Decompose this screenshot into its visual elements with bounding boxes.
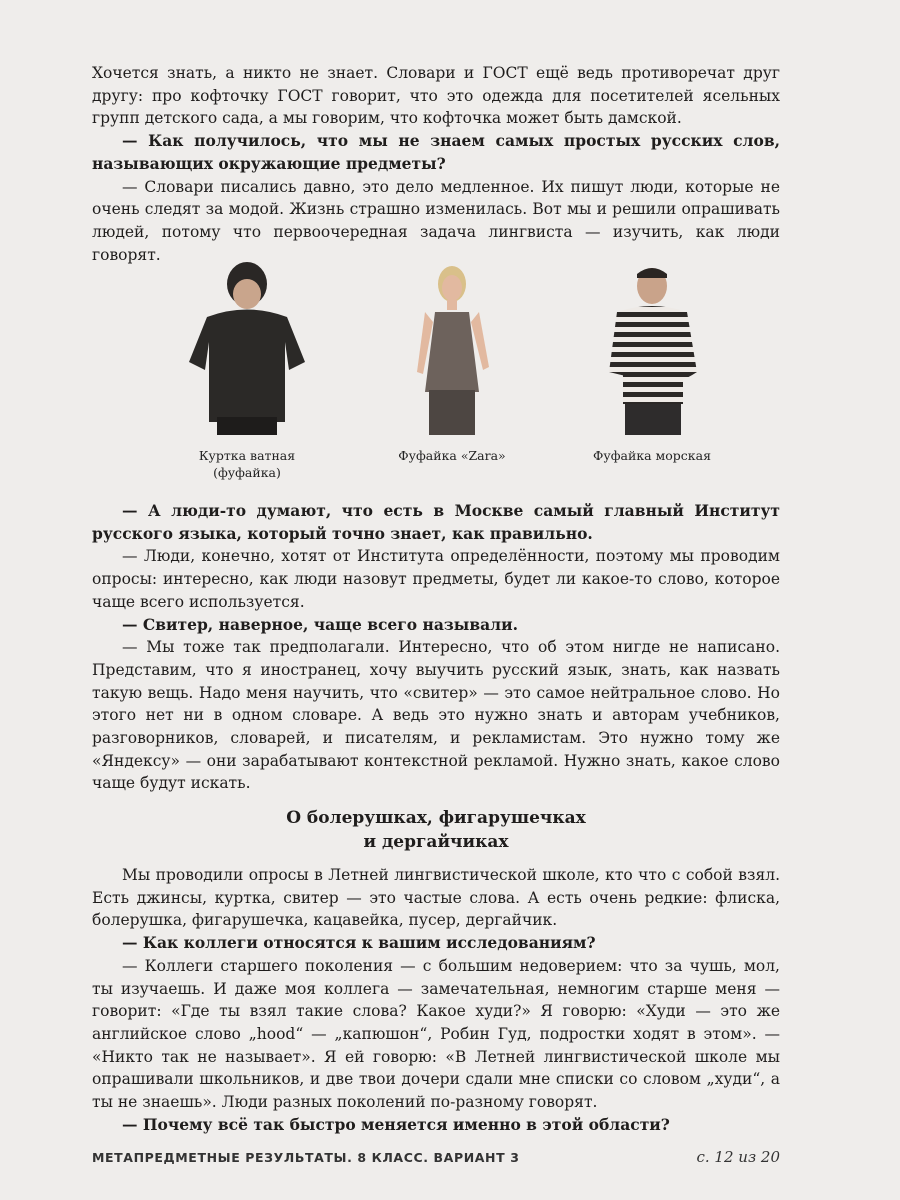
caption-line: (фуфайка) xyxy=(213,465,281,480)
dialog-section-1 xyxy=(92,500,780,795)
figure-zara-top xyxy=(382,262,522,464)
caption-line: Куртка ватная xyxy=(198,448,296,463)
clothing-photos xyxy=(92,262,780,492)
page-footer xyxy=(92,1150,780,1165)
interviewer-question: — Почему всё так быстро меняется именно в этой области? xyxy=(122,1114,670,1134)
heading-line: О болерушках, фигарушечках xyxy=(286,808,586,828)
interviewer-question: — Как получилось, что мы не знаем самых простых русских слов, называющих окружающие предметы? xyxy=(92,131,780,173)
zara-top-photo xyxy=(407,262,497,437)
page-number: с. 12 из 20 xyxy=(696,1148,780,1166)
figure-striped-shirt xyxy=(572,262,732,464)
striped-shirt-photo xyxy=(597,262,707,437)
answer-paragraph: — Мы тоже так предполагали. Интересно, что об этом нигде не написано. Представим, что я иностранец, хочу выучить русский язык, знать, как назвать такую вещь. Надо меня научить, что «свитер» — это самое нейтральное слово. Но этого нет ни в одном словаре. А ведь это нужно знать и авторам учебников, разговорников, словарей, и писателям, и рекламистам. Это нужно тому же «Яндексу» — они зарабатывают контекстной рекламой. Нужно знать, какое слово чаще будут искать. xyxy=(92,638,780,793)
interviewer-question: — А люди-то думают, что есть в Москве самый главный Институт русского языка, который точно знает, как правильно. xyxy=(92,501,780,543)
intro-text xyxy=(92,62,780,266)
padded-jacket-photo xyxy=(177,262,317,437)
paragraph: Хочется знать, а никто не знает. Словари и ГОСТ ещё ведь противоречат друг другу: про кофточку ГОСТ говорит, что это одежда для посетителей ясельных групп детского сада, а мы говорим, что кофточка может быть дамской. xyxy=(92,64,780,128)
section-heading xyxy=(92,806,780,854)
interviewer-question: — Свитер, наверное, чаще всего называли. xyxy=(122,614,518,634)
caption-line: Фуфайка морская xyxy=(593,448,711,463)
dialog-section-2 xyxy=(92,864,780,1136)
caption-line: Фуфайка «Zara» xyxy=(398,448,506,463)
answer-paragraph: — Люди, конечно, хотят от Института определённости, поэтому мы проводим опросы: интересно, как люди назовут предметы, будет ли какое-то слово, которое чаще всего используется. xyxy=(92,547,780,611)
caption xyxy=(572,447,732,464)
answer-paragraph: Мы проводили опросы в Летней лингвистической школе, кто что с собой взял. Есть джинсы, куртка, свитер — это частые слова. А есть очень редкие: флиска, болерушка, фигарушечка, кацавейка, пусер, дергайчик. xyxy=(92,866,780,930)
heading-line: и дергайчиках xyxy=(363,832,509,852)
caption xyxy=(382,447,522,464)
interviewer-question: — Как коллеги относятся к вашим исследованиям? xyxy=(122,933,596,953)
footer-title: МЕТАПРЕДМЕТНЫЕ РЕЗУЛЬТАТЫ. 8 КЛАСС. ВАРИАНТ 3 xyxy=(92,1150,520,1165)
answer-paragraph: — Коллеги старшего поколения — с большим недоверием: что за чушь, мол, ты изучаешь. И даже моя коллега — замечательная, немногим старше меня — говорит: «Где ты взял такие слова? Какое худи?» Я говорю: «Худи — это же английское слово „hood“ — „капюшон“, Робин Гуд, подростки ходят в этом». — «Никто так не называет». Я ей говорю: «В Летней лингвистической школе мы опрашивали школьников, и две твои дочери сдали мне списки со словом „худи“, а ты не знаешь». Люди разных поколений по-разному говорят. xyxy=(92,956,780,1112)
caption xyxy=(172,447,322,481)
answer-paragraph: — Словари писались давно, это дело медленное. Их пишут люди, которые не очень следят за модой. Жизнь страшно изменилась. Вот мы и решили опрашивать людей, потому что первоочередная задача лингвиста — изучить, как люди говорят. xyxy=(92,177,780,264)
figure-padded-jacket xyxy=(172,262,322,481)
